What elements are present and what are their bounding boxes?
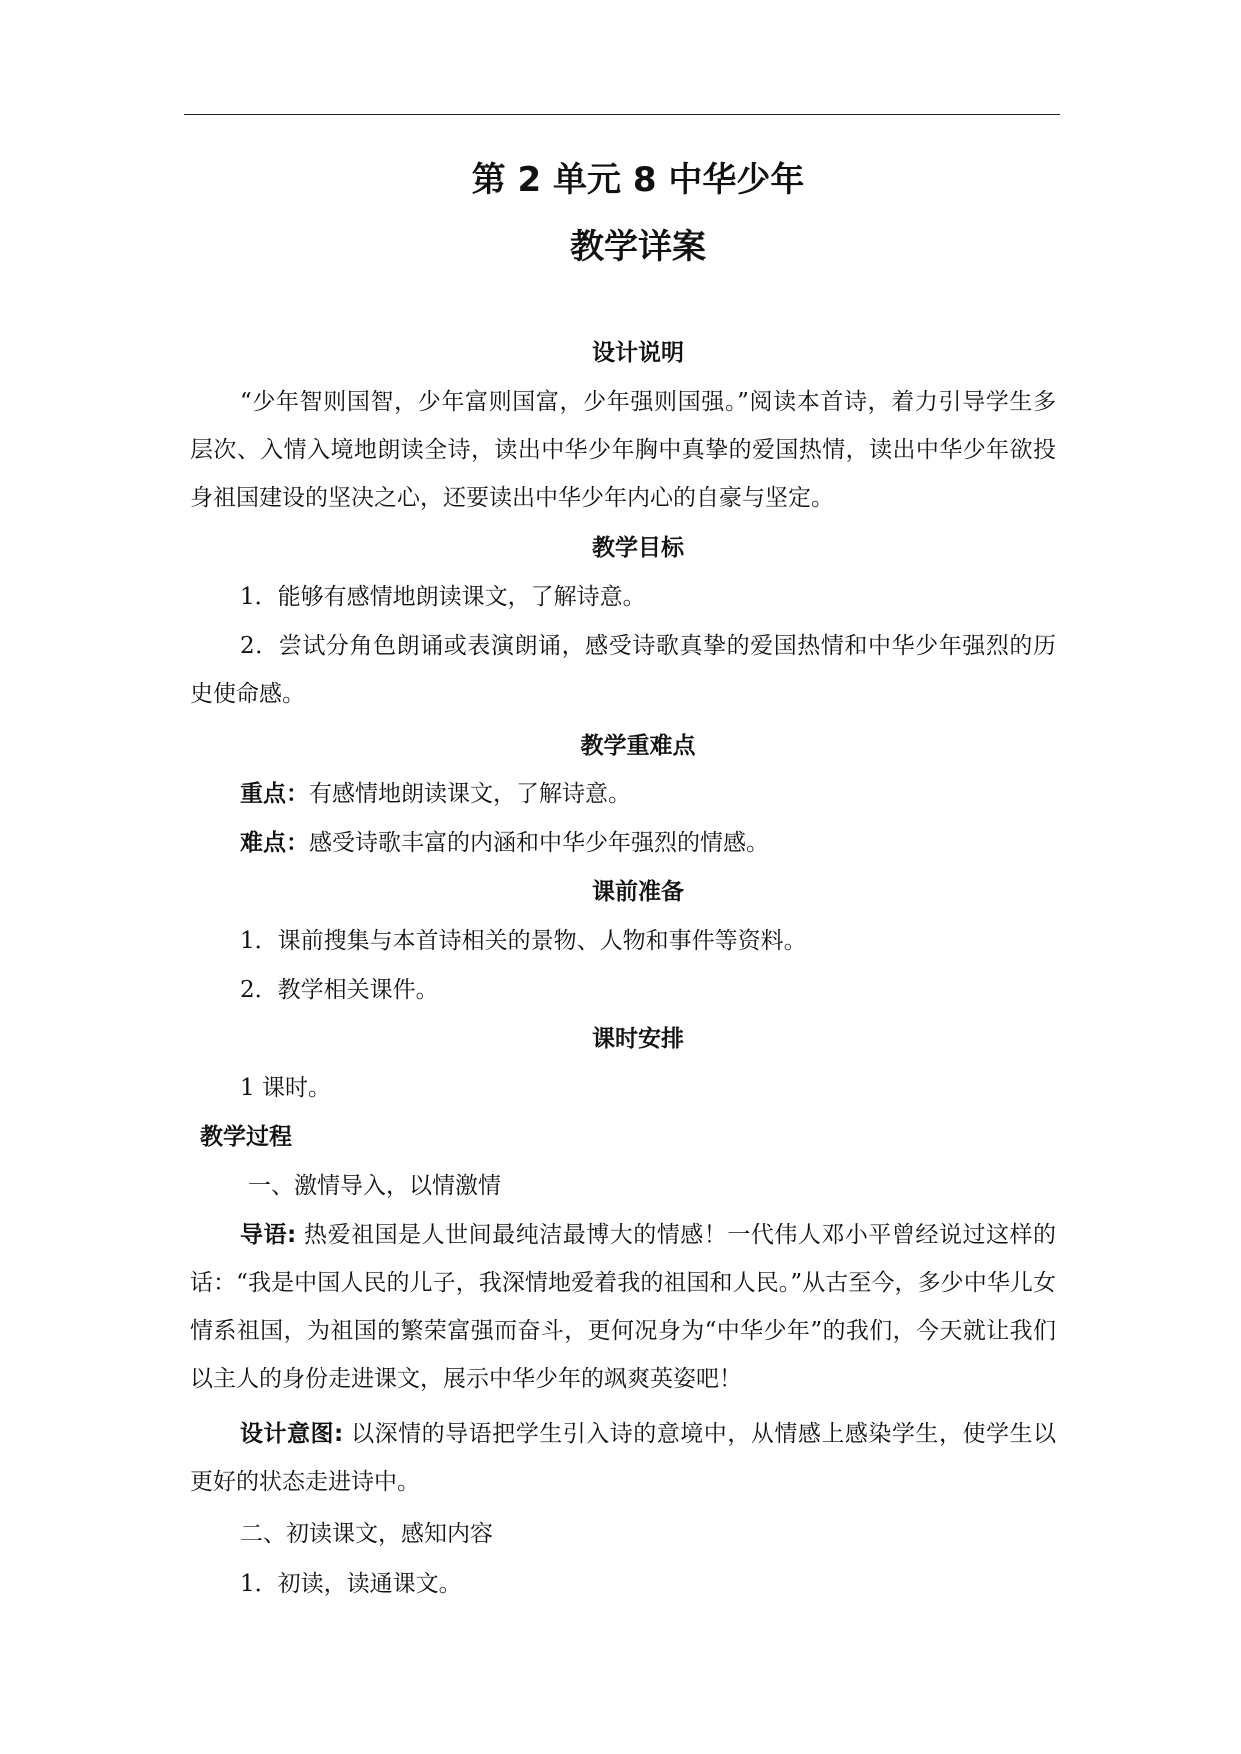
intro-label: 导语: <box>240 1222 297 1248</box>
goal-item-1: 1．能够有感情地朗读课文，了解诗意。 <box>240 584 646 610</box>
intro-paragraph <box>190 1211 1056 1403</box>
intent-text: 以深情的导语把学生引入诗的意境中，从情感上感染学生，使学生以更好的状态走进诗中。 <box>190 1421 1057 1495</box>
key-point-line <box>240 783 631 806</box>
intro-text: 热爱祖国是人世间最纯洁最博大的情感！一代伟人邓小平曾经说过这样的话：“我是中国人民的儿子，我深情地爱着我的祖国和人民。”从古至今，多少中华儿女情系祖国，为祖国的繁荣富强而奋斗，更何况身为“中华少年”的我们，今天就让我们以主人的身份走进课文，展示中华少年的飒爽英姿吧！ <box>190 1222 1057 1392</box>
schedule-text: 1 课时。 <box>240 1075 331 1101</box>
process-heading: 教学过程 <box>200 1124 292 1150</box>
header-rule <box>184 114 1060 115</box>
process-step-2-item-1: 1．初读，读通课文。 <box>240 1571 462 1597</box>
process-step-2-title: 二、初读课文，感知内容 <box>240 1521 493 1547</box>
document-subtitle: 教学详案 <box>570 227 706 267</box>
difficult-point-text: 感受诗歌丰富的内涵和中华少年强烈的情感。 <box>309 830 769 856</box>
preparation-heading: 课前准备 <box>592 879 684 905</box>
process-step-1-title: 一、激情导入，以情激情 <box>248 1173 501 1199</box>
intent-label: 设计意图: <box>240 1421 344 1447</box>
goals-heading: 教学目标 <box>592 535 684 561</box>
document-title: 第 2 单元 8 中华少年 <box>471 160 805 200</box>
goal-item-2: 2．尝试分角色朗诵或表演朗诵，感受诗歌真挚的爱国热情和中华少年强烈的历史使命感。 <box>190 633 1056 707</box>
intent-paragraph <box>190 1410 1056 1506</box>
key-point-text: 有感情地朗读课文，了解诗意。 <box>309 781 631 807</box>
preparation-item-2: 2．教学相关课件。 <box>240 977 439 1003</box>
difficult-point-line <box>240 832 769 855</box>
key-points-heading: 教学重难点 <box>580 733 696 759</box>
key-point-label: 重点： <box>240 781 309 807</box>
design-note-text: “少年智则国智，少年富则国富，少年强则国强。”阅读本首诗，着力引导学生多层次、入情入境地朗读全诗，读出中华少年胸中真挚的爱国热情，读出中华少年欲投身祖国建设的坚决之心，还要读出中华少年内心的自豪与坚定。 <box>190 389 1056 511</box>
preparation-item-1: 1．课前搜集与本首诗相关的景物、人物和事件等资料。 <box>240 928 807 954</box>
difficult-point-label: 难点： <box>240 830 309 856</box>
design-note-heading: 设计说明 <box>592 340 684 366</box>
schedule-heading: 课时安排 <box>592 1026 684 1052</box>
